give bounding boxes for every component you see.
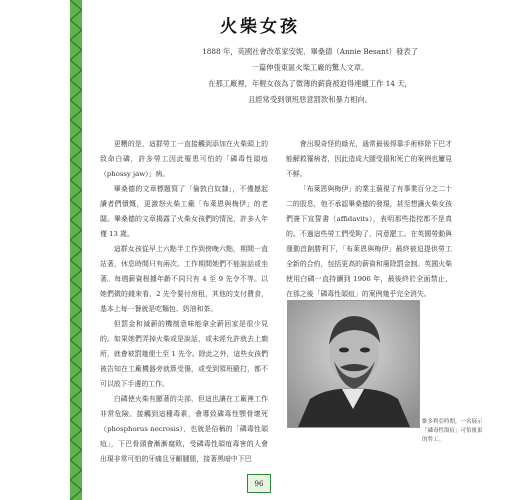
- paragraph: 畢桑德的文章標題寫了「倫敦白奴隸」，不僅撼起讀者們憤慨，更激怒火柴工廠「布萊恩與梅伊」的老闆。畢桑德的文章揭露了火柴女孩們的情況，許多人年僅 13 歲。: [100, 185, 268, 238]
- worker-portrait-photo: [287, 300, 420, 428]
- paragraph: 會出現奇怪的綠光，通常最後得靠手術移除下巴才能解救罹病者，因此造成大腿受損和死亡的案例也屢見不鮮。: [286, 140, 452, 178]
- intro-line: 且經常受到領班惡意罰款和暴力相向。: [247, 95, 373, 104]
- paragraph: 這群女孩從早上六點半工作到傍晚六點，期間一直站著，休息時間只有兩次。工作期間她們不能說話或坐著。每週薪資根據年齡不同只有 4 至 9 先令不等。以她們微的錢來看，2 先令要付房租，其他的支付費食，基本上每一餐就是吃麵包、奶油和茶。: [100, 245, 268, 313]
- decorative-green-strip: [70, 0, 82, 500]
- page-title: 火柴女孩: [220, 17, 300, 37]
- intro-line: 在那工廠裡，年輕女孩為了微薄的薪資被迫得連續工作 14 天，: [208, 79, 412, 88]
- paragraph: 「布萊恩與梅伊」的業主藐視了有事業百分之二十二的股息，他不承認畢桑德的發現，甚至想讓火柴女孩們簽下宣誓書（affidavits），表明那些指控都不是真的。不過這些勞工們受夠了，同意罷工。在英國勞動與運動首創勝利下，「布萊恩與梅伊」最終被迫提供勞工全新的合約，包括更高的薪資和廢除罰金制。英國火柴使用白磷一直持續到 1906 年，最後終於全面禁止，在那之後「磷毒性頜疽」的案例幾乎完全消失。: [286, 185, 452, 298]
- intro-line: 一篇伸張東區火柴工廠的驚人文章。: [251, 63, 369, 72]
- page-number: 96: [247, 474, 271, 493]
- photo-caption: 維多利亞時期，一名展示「磷毒性頜疽」可怕後果的勞工。: [422, 419, 483, 443]
- paragraph: 更糟的是，這群勞工一直接觸到添加在火柴頭上的致命白磷，許多勞工因此罹患可怕的「磷毒性頜疽（phossy jaw）」病。: [100, 140, 268, 178]
- intro-block: [120, 44, 500, 108]
- left-column: [100, 137, 268, 467]
- right-column: [286, 137, 452, 302]
- intro-line: 1888 年，英國社會改革家安妮．畢桑德（Annie Besant）發表了: [202, 47, 418, 56]
- paragraph: 但罰金和減薪的機制意味能拿全薪回家是很少見的。如果她們弄掉火柴或是說話，或未經允許就去上廁所，就會被罰幾便士至 1 先令。除此之外，這些女孩們被告知在工廠機器旁就算受傷，或受到領班毆打，都不可以放下手邊的工作。: [100, 320, 268, 388]
- paragraph: 白磷使火柴有顯著的尖部，但這也讓在工廠裡工作非常危險。接觸到這種毒素，會導致磷毒性顎骨壞死（phosphorus necrosis），也就是俗稱的「磷毒性頜疽」，下巴骨頭會漸漸腐敗，受磷毒性頜疽毒害的人會出現非常可怕的牙痛且牙齦腫脹，接著黑暗中下巴: [100, 395, 268, 463]
